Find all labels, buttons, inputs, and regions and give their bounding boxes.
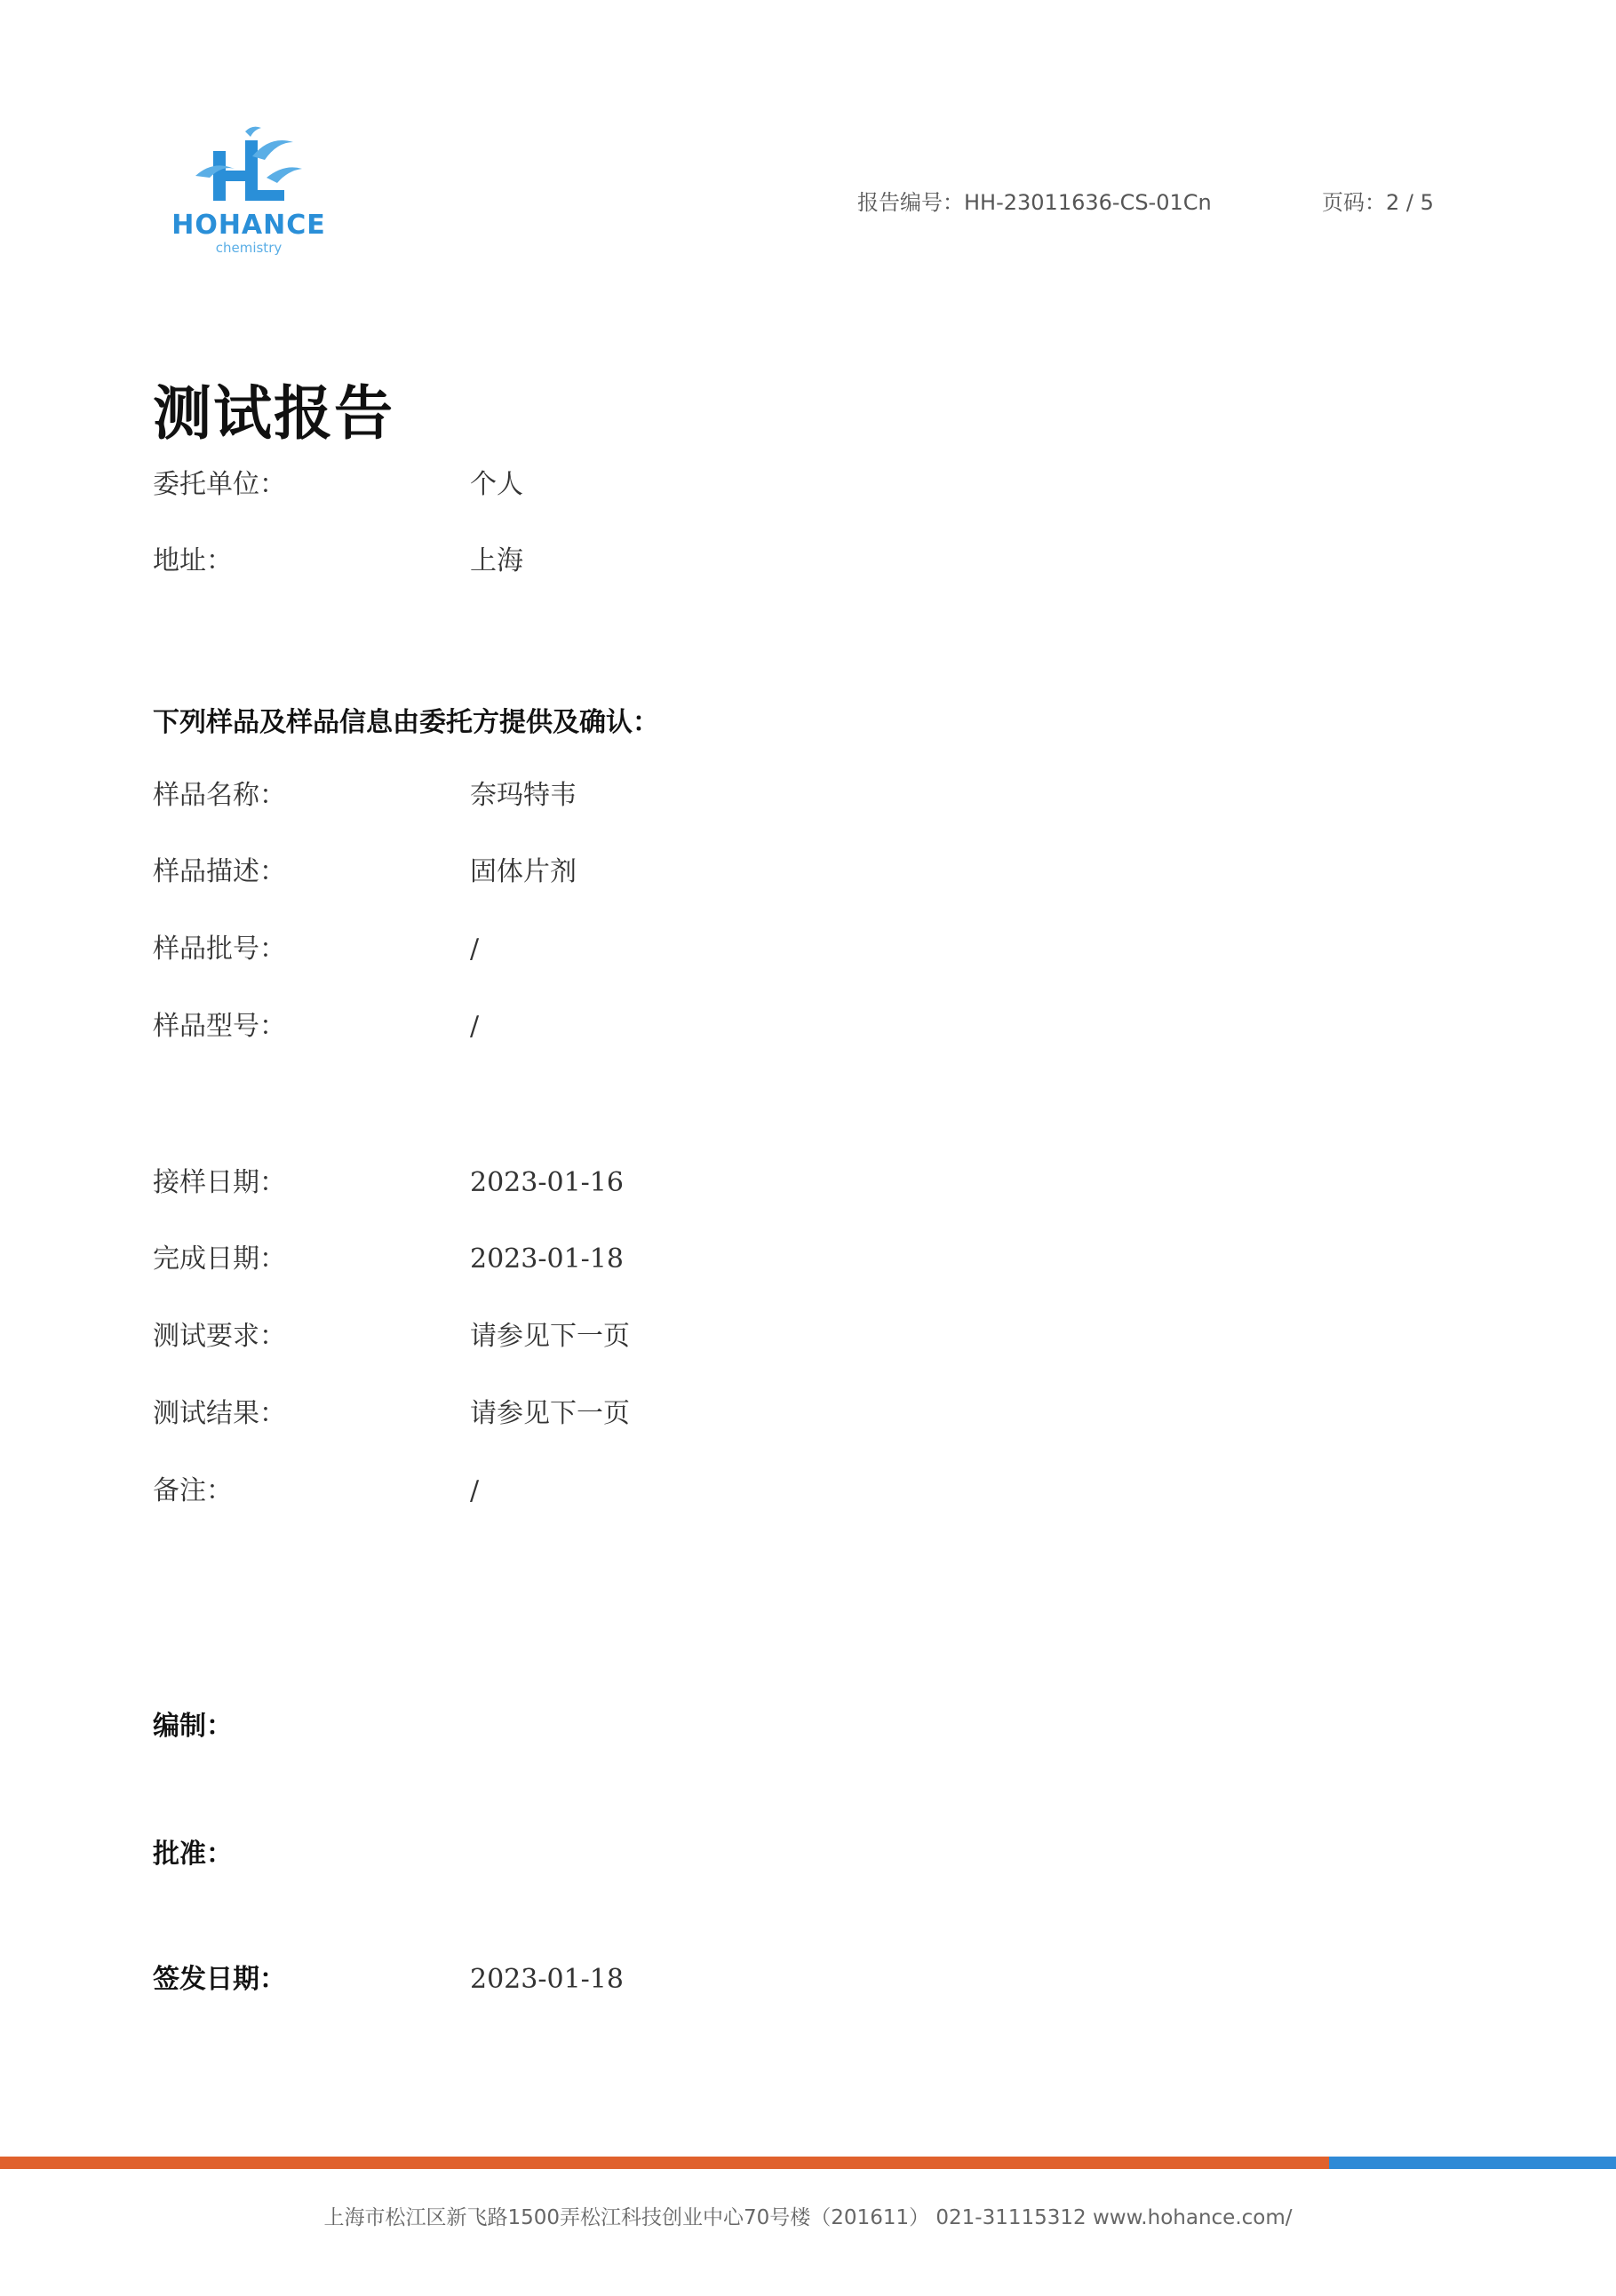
- issue-date-value: 2023-01-18: [470, 1964, 624, 1995]
- test-requirement-value: 请参见下一页: [470, 1321, 630, 1352]
- sample-section-heading: 下列样品及样品信息由委托方提供及确认：: [153, 707, 659, 738]
- client-unit-row: [153, 465, 1397, 504]
- sample-desc-row: [153, 853, 1397, 892]
- address-row: [153, 542, 1397, 581]
- remark-label: 备注：: [153, 1475, 233, 1506]
- completed-date-value: 2023-01-18: [470, 1243, 624, 1275]
- test-requirement-row: [153, 1317, 1397, 1356]
- sample-batch-row: [153, 930, 1397, 969]
- logo-subtitle: chemistry: [215, 240, 283, 256]
- sample-name-row: [153, 776, 1397, 815]
- sample-model-label: 样品型号：: [153, 1011, 286, 1042]
- client-unit-value: 个人: [470, 469, 523, 500]
- sample-batch-label: 样品批号：: [153, 933, 286, 965]
- test-result-label: 测试结果：: [153, 1398, 286, 1429]
- remark-row: [153, 1472, 1397, 1511]
- sample-name-label: 样品名称：: [153, 780, 286, 811]
- address-value: 上海: [470, 545, 523, 576]
- logo-name: HOHANCE: [171, 210, 326, 241]
- completed-date-row: [153, 1240, 1397, 1279]
- footer-bar-orange: [0, 2157, 1329, 2169]
- footer-address: 上海市松江区新飞路1500弄松江科技创业中心70号楼（201611） 021-31115312 www.hohance.com/: [323, 2206, 1293, 2229]
- client-unit-label: 委托单位：: [153, 469, 286, 500]
- prepared-by-label: 编制：: [153, 1711, 233, 1742]
- test-result-row: [153, 1394, 1397, 1434]
- approved-by-row: [153, 1835, 1397, 1874]
- page-title: 测试报告: [153, 379, 394, 448]
- approved-by-label: 批准：: [153, 1839, 233, 1870]
- received-date-label: 接样日期：: [153, 1167, 286, 1198]
- address-label: 地址：: [153, 545, 233, 576]
- sample-name-value: 奈玛特韦: [470, 780, 577, 811]
- sample-model-row: [153, 1007, 1397, 1046]
- test-requirement-label: 测试要求：: [153, 1321, 286, 1352]
- sample-batch-value: /: [470, 933, 480, 965]
- test-result-value: 请参见下一页: [470, 1398, 630, 1429]
- issue-date-row: [153, 1960, 1397, 1999]
- completed-date-label: 完成日期：: [153, 1243, 286, 1275]
- footer-bar-blue: [1329, 2157, 1616, 2169]
- sample-desc-value: 固体片剂: [470, 856, 577, 887]
- report-number: 报告编号：HH-23011636-CS-01Cn: [857, 190, 1212, 215]
- logo-mark-icon: [160, 124, 338, 210]
- received-date-row: [153, 1164, 1397, 1203]
- prepared-by-row: [153, 1707, 1397, 1746]
- issue-date-label: 签发日期：: [153, 1964, 286, 1995]
- sample-model-value: /: [470, 1011, 480, 1042]
- page-number: 页码：2 / 5: [1322, 190, 1434, 215]
- remark-value: /: [470, 1475, 480, 1506]
- company-logo: [160, 124, 338, 258]
- sample-desc-label: 样品描述：: [153, 856, 286, 887]
- received-date-value: 2023-01-16: [470, 1167, 624, 1198]
